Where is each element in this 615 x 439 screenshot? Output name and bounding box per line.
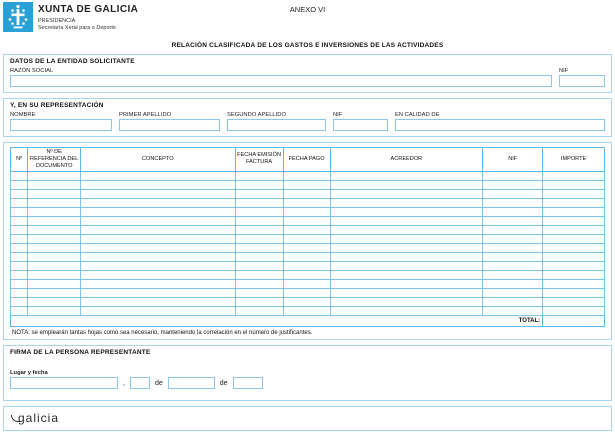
signature-section xyxy=(3,345,612,401)
galicia-logo-text: galicia xyxy=(18,411,60,426)
table-cell[interactable] xyxy=(283,297,330,306)
table-cell[interactable] xyxy=(543,297,605,306)
org-name: XUNTA DE GALICIA xyxy=(38,4,139,15)
comma-separator: , xyxy=(123,379,125,387)
month-input[interactable] xyxy=(168,377,215,389)
rep-nif-input[interactable] xyxy=(333,119,388,131)
table-cell[interactable] xyxy=(11,261,28,270)
nombre-label: NOMBRE xyxy=(10,112,36,118)
table-cell[interactable] xyxy=(235,261,283,270)
table-cell[interactable] xyxy=(28,216,81,225)
table-cell[interactable] xyxy=(81,225,235,234)
table-cell[interactable] xyxy=(543,261,605,270)
table-cell[interactable] xyxy=(81,234,235,243)
representation-section xyxy=(3,98,612,137)
table-cell[interactable] xyxy=(28,306,81,315)
table-cell[interactable] xyxy=(81,171,235,180)
table-cell[interactable] xyxy=(28,189,81,198)
table-cell[interactable] xyxy=(81,207,235,216)
entity-nif-field-group xyxy=(559,65,605,87)
table-cell[interactable] xyxy=(28,297,81,306)
primer-apellido-label: PRIMER APELLIDO xyxy=(119,112,172,118)
table-cell[interactable] xyxy=(283,234,330,243)
table-cell[interactable] xyxy=(330,279,483,288)
table-cell[interactable] xyxy=(483,288,543,297)
table-cell[interactable] xyxy=(11,189,28,198)
table-cell[interactable] xyxy=(11,279,28,288)
table-cell[interactable] xyxy=(28,234,81,243)
expenses-table xyxy=(10,147,605,327)
table-cell[interactable] xyxy=(283,171,330,180)
table-row xyxy=(11,207,605,216)
table-cell[interactable] xyxy=(235,288,283,297)
table-cell[interactable] xyxy=(330,198,483,207)
table-cell[interactable] xyxy=(483,270,543,279)
table-cell[interactable] xyxy=(235,252,283,261)
table-cell[interactable] xyxy=(330,189,483,198)
col-header-concepto: CONCEPTO xyxy=(81,148,235,172)
lugar-y-fecha-label: Lugar y fecha xyxy=(10,369,48,376)
table-cell[interactable] xyxy=(28,243,81,252)
table-row xyxy=(11,189,605,198)
table-cell[interactable] xyxy=(28,198,81,207)
day-input[interactable] xyxy=(130,377,150,389)
table-row xyxy=(11,243,605,252)
table-cell[interactable] xyxy=(543,216,605,225)
table-cell[interactable] xyxy=(543,198,605,207)
table-cell[interactable] xyxy=(81,288,235,297)
col-header-nif: NIF xyxy=(483,148,543,172)
galicia-logo xyxy=(11,412,59,424)
table-cell[interactable] xyxy=(235,198,283,207)
table-cell[interactable] xyxy=(235,171,283,180)
de-separator-2: de xyxy=(219,379,228,387)
signature-section-title: FIRMA DE LA PERSONA REPRESENTANTE xyxy=(10,348,151,356)
table-cell[interactable] xyxy=(283,279,330,288)
razon-social-label: RAZÓN SOCIAL xyxy=(10,68,54,74)
table-cell[interactable] xyxy=(235,243,283,252)
table-cell[interactable] xyxy=(11,234,28,243)
table-row xyxy=(11,288,605,297)
table-cell[interactable] xyxy=(11,306,28,315)
annex-label: ANEXO VI xyxy=(289,5,326,14)
table-row xyxy=(11,297,605,306)
table-cell[interactable] xyxy=(483,171,543,180)
table-cell[interactable] xyxy=(543,189,605,198)
date-block xyxy=(10,370,605,389)
table-header-row xyxy=(11,148,605,172)
footer-strip xyxy=(3,406,612,431)
table-row xyxy=(11,279,605,288)
table-cell[interactable] xyxy=(483,225,543,234)
table-cell[interactable] xyxy=(28,180,81,189)
table-cell[interactable] xyxy=(330,234,483,243)
table-row xyxy=(11,306,605,315)
nombre-field-group xyxy=(10,109,112,131)
table-cell[interactable] xyxy=(28,288,81,297)
table-cell[interactable] xyxy=(235,216,283,225)
table-cell[interactable] xyxy=(28,261,81,270)
table-cell[interactable] xyxy=(81,297,235,306)
table-row xyxy=(11,234,605,243)
table-cell[interactable] xyxy=(81,216,235,225)
primer-apellido-input[interactable] xyxy=(119,119,220,131)
table-row xyxy=(11,180,605,189)
table-cell[interactable] xyxy=(283,306,330,315)
table-cell[interactable] xyxy=(235,234,283,243)
table-cell[interactable] xyxy=(543,270,605,279)
brand-text xyxy=(38,2,138,31)
table-cell[interactable] xyxy=(483,207,543,216)
de-separator-1: de xyxy=(154,379,163,387)
table-cell[interactable] xyxy=(235,297,283,306)
table-cell[interactable] xyxy=(283,189,330,198)
table-cell[interactable] xyxy=(81,180,235,189)
table-cell[interactable] xyxy=(543,288,605,297)
en-calidad-de-field-group xyxy=(395,109,605,131)
table-cell[interactable] xyxy=(81,189,235,198)
org-secretariat: Secretaría Xeral para o Deporte xyxy=(38,25,116,31)
table-cell[interactable] xyxy=(11,216,28,225)
table-cell[interactable] xyxy=(81,270,235,279)
table-cell[interactable] xyxy=(330,216,483,225)
total-row xyxy=(11,315,605,326)
table-cell[interactable] xyxy=(11,243,28,252)
entity-section xyxy=(3,54,612,93)
table-cell[interactable] xyxy=(543,279,605,288)
total-value-cell[interactable] xyxy=(543,315,605,326)
representation-section-title: Y, EN SU REPRESENTACIÓN xyxy=(10,102,104,109)
segundo-apellido-field-group xyxy=(227,109,326,131)
col-header-acreedor: ACREEDOR xyxy=(330,148,483,172)
table-cell[interactable] xyxy=(330,180,483,189)
en-calidad-de-input[interactable] xyxy=(395,119,605,131)
year-input[interactable] xyxy=(233,377,263,389)
table-cell[interactable] xyxy=(330,270,483,279)
table-cell[interactable] xyxy=(28,279,81,288)
table-cell[interactable] xyxy=(283,198,330,207)
org-department: PRESIDENCIA xyxy=(38,18,76,24)
form-title: RELACIÓN CLASIFICADA DE LOS GASTOS E INVERSIONES DE LAS ACTIVIDADES xyxy=(171,42,444,49)
table-row xyxy=(11,252,605,261)
table-cell[interactable] xyxy=(11,288,28,297)
table-row xyxy=(11,225,605,234)
table-cell[interactable] xyxy=(483,252,543,261)
table-cell[interactable] xyxy=(28,270,81,279)
table-cell[interactable] xyxy=(483,198,543,207)
table-cell[interactable] xyxy=(330,288,483,297)
table-cell[interactable] xyxy=(283,180,330,189)
table-cell[interactable] xyxy=(330,207,483,216)
page-header xyxy=(3,2,612,36)
col-header-numero: Nº xyxy=(11,148,28,172)
table-cell[interactable] xyxy=(483,234,543,243)
table-cell[interactable] xyxy=(543,225,605,234)
table-cell[interactable] xyxy=(283,216,330,225)
table-cell[interactable] xyxy=(81,306,235,315)
table-cell[interactable] xyxy=(235,189,283,198)
table-row xyxy=(11,216,605,225)
table-row xyxy=(11,198,605,207)
table-cell[interactable] xyxy=(330,297,483,306)
table-cell[interactable] xyxy=(330,171,483,180)
table-cell[interactable] xyxy=(11,225,28,234)
form-page xyxy=(3,0,612,431)
table-cell[interactable] xyxy=(28,207,81,216)
entity-nif-label: NIF xyxy=(559,68,569,74)
table-cell[interactable] xyxy=(11,270,28,279)
col-header-fecha-emision: FECHA EMISIÓN FACTURA xyxy=(235,148,283,172)
table-cell[interactable] xyxy=(283,207,330,216)
table-cell[interactable] xyxy=(543,306,605,315)
table-cell[interactable] xyxy=(543,252,605,261)
table-cell[interactable] xyxy=(330,252,483,261)
total-label: TOTAL: xyxy=(11,315,543,326)
table-cell[interactable] xyxy=(543,207,605,216)
table-cell[interactable] xyxy=(235,180,283,189)
table-cell[interactable] xyxy=(543,180,605,189)
table-cell[interactable] xyxy=(483,216,543,225)
table-cell[interactable] xyxy=(330,306,483,315)
expenses-table-section xyxy=(3,142,612,340)
table-cell[interactable] xyxy=(283,252,330,261)
table-cell[interactable] xyxy=(11,297,28,306)
entity-nif-input[interactable] xyxy=(559,75,605,87)
table-cell[interactable] xyxy=(543,171,605,180)
table-cell[interactable] xyxy=(330,261,483,270)
rep-nif-label: NIF xyxy=(333,112,343,118)
table-cell[interactable] xyxy=(330,225,483,234)
table-cell[interactable] xyxy=(283,243,330,252)
table-cell[interactable] xyxy=(283,270,330,279)
en-calidad-de-label: EN CALIDAD DE xyxy=(395,112,440,118)
table-row xyxy=(11,270,605,279)
table-cell[interactable] xyxy=(81,198,235,207)
table-cell[interactable] xyxy=(11,171,28,180)
table-cell[interactable] xyxy=(483,189,543,198)
table-cell[interactable] xyxy=(81,261,235,270)
segundo-apellido-input[interactable] xyxy=(227,119,326,131)
table-cell[interactable] xyxy=(81,243,235,252)
table-cell[interactable] xyxy=(235,279,283,288)
segundo-apellido-label: SEGUNDO APELLIDO xyxy=(227,112,286,118)
table-cell[interactable] xyxy=(283,261,330,270)
table-cell[interactable] xyxy=(11,180,28,189)
table-cell[interactable] xyxy=(81,279,235,288)
table-cell[interactable] xyxy=(28,225,81,234)
table-cell[interactable] xyxy=(283,288,330,297)
expenses-table-body xyxy=(11,171,605,315)
table-cell[interactable] xyxy=(483,306,543,315)
rep-nif-field-group xyxy=(333,109,388,131)
entity-section-title: DATOS DE LA ENTIDAD SOLICITANTE xyxy=(10,58,135,65)
table-row xyxy=(11,261,605,270)
table-cell[interactable] xyxy=(483,261,543,270)
razon-social-field-group xyxy=(10,65,552,87)
note-text: NOTA: se emplearán tantas hojas como sea necesario, manteniendo la correlación en el número de justificantes. xyxy=(12,329,313,336)
table-cell[interactable] xyxy=(235,270,283,279)
table-cell[interactable] xyxy=(11,198,28,207)
place-input[interactable] xyxy=(10,377,118,389)
table-cell[interactable] xyxy=(543,243,605,252)
table-cell[interactable] xyxy=(543,234,605,243)
table-cell[interactable] xyxy=(283,225,330,234)
table-cell[interactable] xyxy=(235,306,283,315)
table-cell[interactable] xyxy=(330,243,483,252)
col-header-importe: IMPORTE xyxy=(543,148,605,172)
table-cell[interactable] xyxy=(235,225,283,234)
col-header-referencia: Nº DE REFERENCIA DEL DOCUMENTO xyxy=(28,148,81,172)
razon-social-input[interactable] xyxy=(10,75,552,87)
table-cell[interactable] xyxy=(11,252,28,261)
xunta-de-galicia-logo-icon xyxy=(3,2,33,32)
table-row xyxy=(11,171,605,180)
table-cell[interactable] xyxy=(483,279,543,288)
table-cell[interactable] xyxy=(28,252,81,261)
nombre-input[interactable] xyxy=(10,119,112,131)
table-cell[interactable] xyxy=(235,207,283,216)
primer-apellido-field-group xyxy=(119,109,220,131)
table-cell[interactable] xyxy=(483,297,543,306)
table-cell[interactable] xyxy=(28,171,81,180)
table-cell[interactable] xyxy=(483,243,543,252)
table-cell[interactable] xyxy=(483,180,543,189)
col-header-fecha-pago: FECHA PAGO xyxy=(283,148,330,172)
table-cell[interactable] xyxy=(81,252,235,261)
table-cell[interactable] xyxy=(11,207,28,216)
